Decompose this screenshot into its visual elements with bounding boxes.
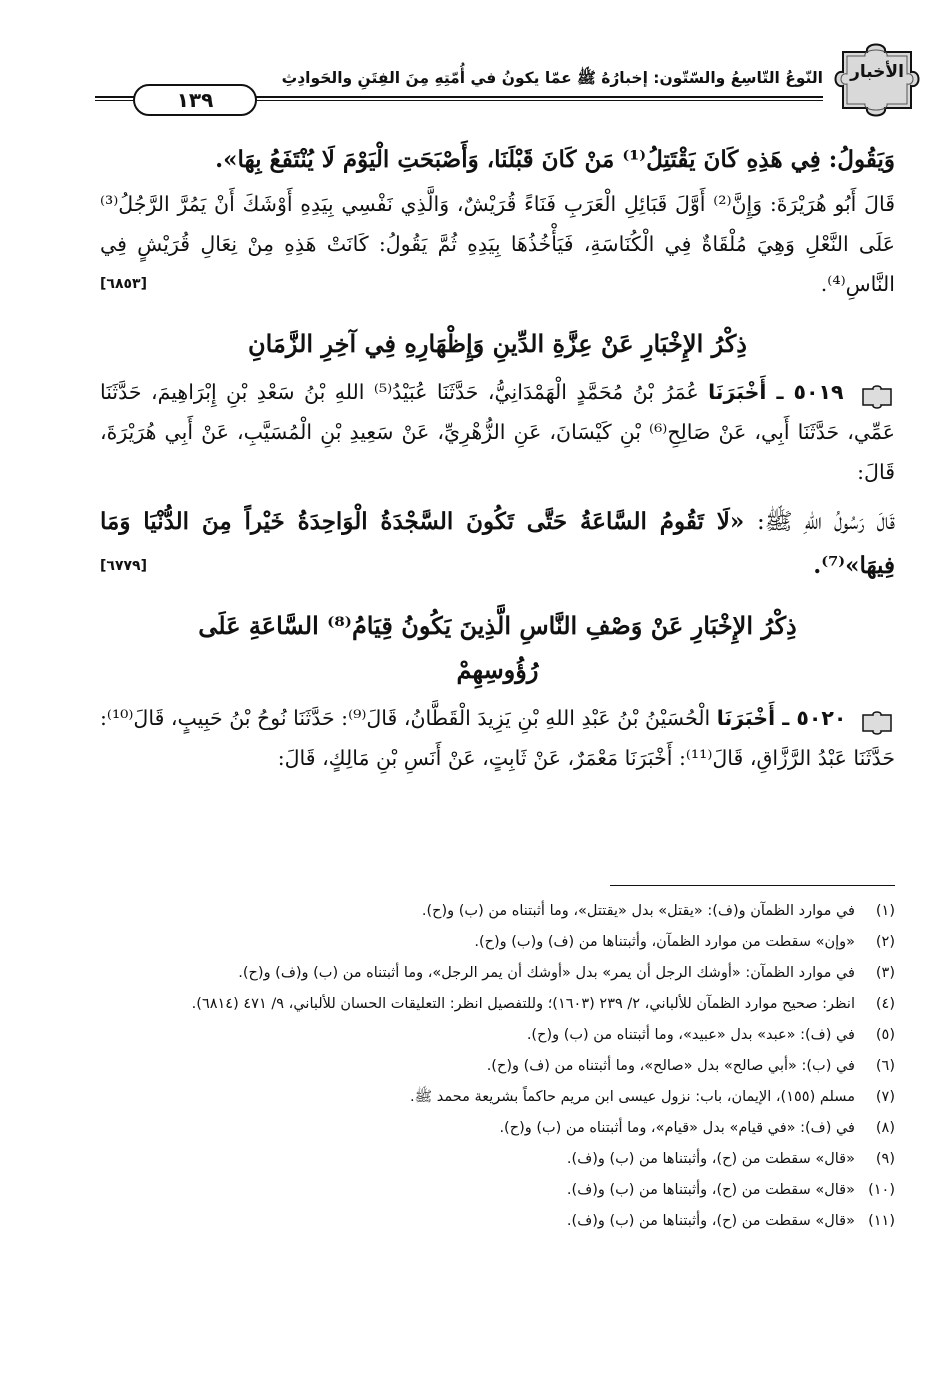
footnote-number: (٩) xyxy=(875,1151,895,1167)
footnote xyxy=(100,989,895,1020)
narration-paragraph xyxy=(100,184,895,304)
footnote-number: (٢) xyxy=(875,934,895,950)
hadith-matn xyxy=(100,500,895,588)
footnote-text: في (ف): «في قيام» بدل «قيام»، وما أثبتناه من (ب) و(ح). xyxy=(499,1120,855,1136)
footnote-text: في موارد الظمآن: «أوشك الرجل أن يمر» بدل «أوشك أن يمر الرجل»، وما أثبتناه من (ب) و(ف) و(ح). xyxy=(238,965,855,981)
khabar-badge-icon xyxy=(859,382,895,406)
footnote-text: في (ب): «أبي صالح» بدل «صالح»، وما أثبتناه من (ف) و(ح). xyxy=(486,1058,855,1074)
running-title: النّوعُ التّاسِعُ والسّتّون: إخبارُهُ ﷺ عمّا يكونُ في أُمّتِهِ مِنَ الفِتَنِ والحَوادِثِ xyxy=(281,69,823,87)
hadith-continuation: وَيَقُولُ: فِي هَذِهِ كَانَ يَقْتَتِلُ⁽¹⁾ مَنْ كَانَ قَبْلَنَا، وَأَصْبَحَتِ الْيَوْمَ لَا يُنْتَفَعُ بِهَا». xyxy=(215,146,895,173)
main-text xyxy=(100,138,895,778)
footnote xyxy=(100,1175,895,1206)
running-header xyxy=(95,38,925,124)
footnote xyxy=(100,1051,895,1082)
hadith-reference: [٦٨٥٣] xyxy=(100,276,147,292)
footnote-number: (٦) xyxy=(875,1058,895,1074)
isnad-text: الْحُسَيْنُ بْنُ عَبْدِ اللهِ بْنِ يَزِيدَ الْقَطَّانُ، قَالَ⁽⁹⁾: حَدَّثَنَا نُوحُ بْنُ حَبِيبٍ، قَالَ⁽¹⁰⁾: حَدَّثَنَا عَبْدُ الرَّزَّاقِ، قَالَ⁽¹¹⁾: أَخْبَرَنَا مَعْمَرٌ، عَنْ ثَابِتٍ، عَنْ أَنَسِ بْنِ مَالِكٍ، قَالَ: xyxy=(100,706,895,770)
footnote-number: (٨) xyxy=(875,1120,895,1136)
footnote xyxy=(100,1144,895,1175)
footnote-number: (١٠) xyxy=(868,1182,895,1198)
puzzle-badge-icon xyxy=(829,38,925,120)
footnote-number: (٥) xyxy=(875,1027,895,1043)
hadith-isnad xyxy=(100,698,895,778)
chapter-heading: ذِكْرُ الإِخْبَارِ عَنْ عِزَّةِ الدِّينِ وَإِظْهَارِهِ فِي آخِرِ الزَّمَانِ xyxy=(248,329,747,358)
footnote xyxy=(100,1020,895,1051)
footnote-text: «قال» سقطت من (ح)، وأثبتناها من (ب) و(ف). xyxy=(566,1213,855,1229)
footnote xyxy=(100,1082,895,1113)
chapter-heading: ذِكْرُ الإِخْبَارِ عَنْ وَصْفِ النَّاسِ الَّذِينَ يَكُونُ قِيَامُ⁽⁸⁾ السَّاعَةِ عَلَى رُؤُوسِهِمْ xyxy=(198,611,797,684)
footnote-text: انظر: صحيح موارد الظمآن للألباني، ٢/ ٢٣٩ (١٦٠٣)؛ وللتفصيل انظر: التعليقات الحسان للألباني، ٩/ ٤٧١ (٦٨١٤). xyxy=(191,996,855,1012)
isnad-text: عُمَرُ بْنُ مُحَمَّدٍ الْهَمْدَانِيُّ، حَدَّثَنَا عُبَيْدُ⁽⁵⁾ اللهِ بْنُ سَعْدِ بْنِ إِبْرَاهِيمَ، حَدَّثَنَا عَمِّي، حَدَّثَنَا أَبِي، عَنْ صَالِحِ⁽⁶⁾ بْنِ كَيْسَانَ، عَنِ الزُّهْرِيِّ، عَنْ سَعِيدِ بْنِ الْمُسَيَّبِ، عَنْ أَبِي هُرَيْرَةَ، قَالَ: xyxy=(100,380,895,484)
footnote xyxy=(100,1113,895,1144)
footnote-text: «وإن» سقطت من موارد الظمآن، وأثبتناها من (ف) و(ب) و(ح). xyxy=(474,934,855,950)
footnote xyxy=(100,927,895,958)
footnote-text: «قال» سقطت من (ح)، وأثبتناها من (ب) و(ف). xyxy=(566,1151,855,1167)
footnote-text: مسلم (١٥٥)، الإيمان، باب: نزول عيسى ابن مريم حاكماً بشريعة محمد ﷺ. xyxy=(410,1089,855,1105)
narration-text: قَالَ أَبُو هُرَيْرَةَ: وَإِنَّ⁽²⁾ أَوَّلَ قَبَائِلِ الْعَرَبِ فَنَاءً قُرَيْشٌ، وَالَّذِي نَفْسِي بِيَدِهِ أَوْشَكَ أَنْ يَمُرَّ الرَّجُلُ⁽³⁾ عَلَى النَّعْلِ وَهِيَ مُلْقَاةٌ فِي الْكُنَاسَةِ، فَيَأْخُذُهَا بِيَدِهِ ثُمَّ يَقُولُ: كَانَتْ هَذِهِ مِنْ نِعَالِ قُرَيْشٍ فِي النَّاسِ⁽⁴⁾. xyxy=(100,192,895,296)
badge-label: الأخبار xyxy=(850,62,904,82)
footnote xyxy=(100,958,895,989)
khabar-badge-icon xyxy=(859,708,895,732)
footnote-number: (١) xyxy=(875,903,895,919)
hadith-number: ٥٠١٩ ـ أَخْبَرَنَا xyxy=(708,380,844,404)
hadith-isnad xyxy=(100,372,895,492)
footnote-text: في (ف): «عبد» بدل «عبيد»، وما أثبتناه من (ب) و(ح). xyxy=(526,1027,855,1043)
matn-intro: قَالَ رَسُولُ اللهِ ﷺ: xyxy=(757,509,895,535)
footnote xyxy=(100,896,895,927)
matn-text: «لَا تَقُومُ السَّاعَةُ حَتَّى تَكُونَ السَّجْدَةُ الْوَاحِدَةُ خَيْراً مِنَ الدُّنْيَا وَمَا فِيهَا»⁽⁷⁾. xyxy=(100,508,895,579)
hadith-number: ٥٠٢٠ ـ أَخْبَرَنَا xyxy=(716,706,847,730)
footnote-number: (١١) xyxy=(868,1213,895,1229)
page-number: ١٣٩ xyxy=(133,84,257,116)
footnote-number: (٧) xyxy=(875,1089,895,1105)
footnote-number: (٣) xyxy=(875,965,895,981)
footnotes xyxy=(100,896,895,1237)
footnote-text: «قال» سقطت من (ح)، وأثبتناها من (ب) و(ف). xyxy=(566,1182,855,1198)
footnote-rule xyxy=(610,885,895,886)
footnote xyxy=(100,1206,895,1237)
footnote-text: في موارد الظمآن و(ف): «يقتل» بدل «يقتتل»، وما أثبتناه من (ب) و(ح). xyxy=(421,903,855,919)
footnote-number: (٤) xyxy=(875,996,895,1012)
hadith-reference: [٦٧٧٩] xyxy=(100,558,147,574)
